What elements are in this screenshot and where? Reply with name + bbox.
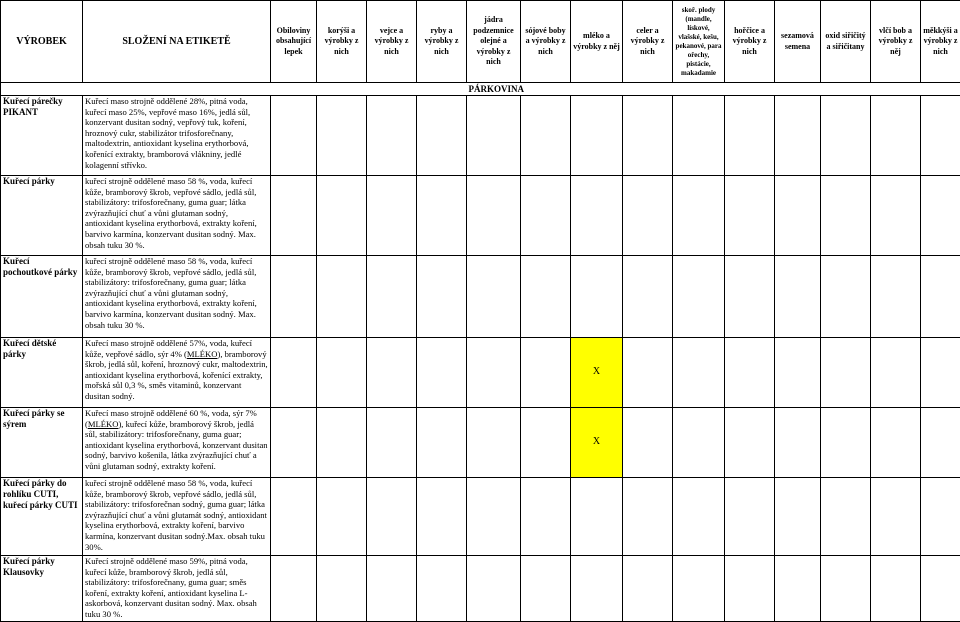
composition-text: ), bramborový škrob, jedlá sůl, koření, hroznový cukr, maltodextrin, antioxidant kyselina erythorbová, kořenící extrakty, mořská sůl 0,3 %, směs vitaminů, konzervant dusitan sodný. [85, 349, 268, 401]
header-sesame: sezamová semena [775, 1, 821, 83]
header-nuts: skoř. plody (mandle, lískové, vlašské, kešu, pekanové, para ořechy, pistácie, makadamie [673, 1, 725, 83]
section-title: PÁRKOVINA [467, 83, 960, 96]
product-name: Kuřecí dětské párky [1, 338, 83, 408]
product-name: Kuřecí párky Klausovky [1, 556, 83, 622]
milk-cell [571, 96, 623, 176]
header-row [1, 1, 960, 83]
product-name: Kuřecí párečky PIKANT [1, 96, 83, 176]
header-milk: mléko a výrobky z něj [571, 1, 623, 83]
header-gluten: Obiloviny obsahující lepek [271, 1, 317, 83]
product-composition: kuřecí strojně oddělené maso 58 %, voda, kuřecí kůže, bramborový škrob, vepřové sádlo, jedlá sůl, stabilizátory: trifosforečnany, guma guar; látka zvýrazňující chuť a vůni glutaman sodný, antioxidant kyselina erythorbová, extrakty koření, barvivo karmína, konzervant dusitan sodný. Max. obsah tuku 30 %. [83, 256, 271, 338]
table-row [1, 556, 960, 622]
milk-cell [571, 556, 623, 622]
product-composition: kuřecí strojně oddělené maso 58 %, voda, kuřecí kůže, bramborový škrob, vepřové sádlo, jedlá sůl, stabilizátory: trifosforečnany, guma guar; látka zvýrazňující chuť a vůni glutaman sodný, antioxidant kyselina erythorbová, extrakty koření, barvivo karmína, konzervant dusitan sodný. Max. obsah tuku 30 %. [83, 176, 271, 256]
product-composition: kuřecí strojně oddělené maso 58 %, voda, kuřecí kůže, bramborový škrob, vepřové sádlo, jedlá sůl, stabilizátory: trifosforečnan sodný, guma guar; látka zvýrazňující chuť a vůni glutamát sodný, antioxidant kyselina erythorbová, extrakty koření, barvivo karmína, konzervant dusitan sodný.Max. obsah tuku 30%. [83, 478, 271, 556]
milk-cell: X [571, 408, 623, 478]
table-row [1, 96, 960, 176]
table-row [1, 256, 960, 338]
product-name: Kuřecí párky se sýrem [1, 408, 83, 478]
product-composition: Kuřecí maso strojně oddělené 28%, pitná voda, kuřecí maso 25%, vepřové maso 16%, jedlá sůl, konzervant dusitan sodný, vepřový tuk, koření, hroznový cukr, stabilizátor trifosforečnany, maltodextrin, antioxidant kyselina erythorbová, kořenící extrakty, bramborová vlákniny, jedlé kolagenní střívko. [83, 96, 271, 176]
header-eggs: vejce a výrobky z nich [367, 1, 417, 83]
table-row [1, 478, 960, 556]
composition-text: ), kuřecí kůže, bramborový škrob, jedlá sůl, stabilizátory: trifosforečnany, guma guar; antioxidant kyselina erythorbová, konzervant dusitan sodný, barvivo košenila, látka zvýrazňující chuť a vůni glutaman sodný, extrakty koření. [85, 419, 268, 471]
header-celery: celer a výrobky z nich [623, 1, 673, 83]
product-composition [83, 408, 271, 478]
milk-cell [571, 256, 623, 338]
table-row [1, 408, 960, 478]
header-crustaceans: korýši a výrobky z nich [317, 1, 367, 83]
section-row [1, 83, 960, 96]
milk-cell: X [571, 338, 623, 408]
header-composition: SLOŽENÍ NA ETIKETĚ [83, 1, 271, 83]
allergen-milk-text: MLÉKO [187, 349, 218, 359]
header-sulphites: oxid siřičitý a siřičitany [821, 1, 871, 83]
header-product: VÝROBEK [1, 1, 83, 83]
table-row [1, 176, 960, 256]
header-soy: sójové boby a výrobky z nich [521, 1, 571, 83]
header-peanuts: jádra podzemnice olejné a výrobky z nich [467, 1, 521, 83]
composition-text: Kuřecí maso strojně oddělené 57%, voda, kuřecí kůže, vepřové sádlo, sýr 4% ( [85, 338, 252, 359]
header-lupin: vlčí bob a výrobky z něj [871, 1, 921, 83]
allergen-milk-text: MLÉKO [88, 419, 119, 429]
header-molluscs: měkkýši a výrobky z nich [921, 1, 960, 83]
milk-cell [571, 176, 623, 256]
composition-text: Kuřecí maso strojně oddělené 60 %, voda, sýr 7% ( [85, 408, 257, 429]
product-composition [83, 338, 271, 408]
header-mustard: hořčice a výrobky z nich [725, 1, 775, 83]
product-name: Kuřecí párky do rohlíku CUTI, kuřecí párky CUTI [1, 478, 83, 556]
product-name: Kuřecí pochoutkové párky [1, 256, 83, 338]
product-name: Kuřecí párky [1, 176, 83, 256]
milk-cell [571, 478, 623, 556]
product-composition: Kuřecí strojně oddělené maso 59%, pitná voda, kuřecí kůže, bramborový škrob, jedlá sůl, stabilizátory: trifosforečnany, guma guar; směs koření, extrakty koření, antioxidant kyselina L-askorbová, konzervant dusitan sodný. Max. obsah tuku 30 %. [83, 556, 271, 622]
table-row [1, 338, 960, 408]
header-fish: ryby a výrobky z nich [417, 1, 467, 83]
